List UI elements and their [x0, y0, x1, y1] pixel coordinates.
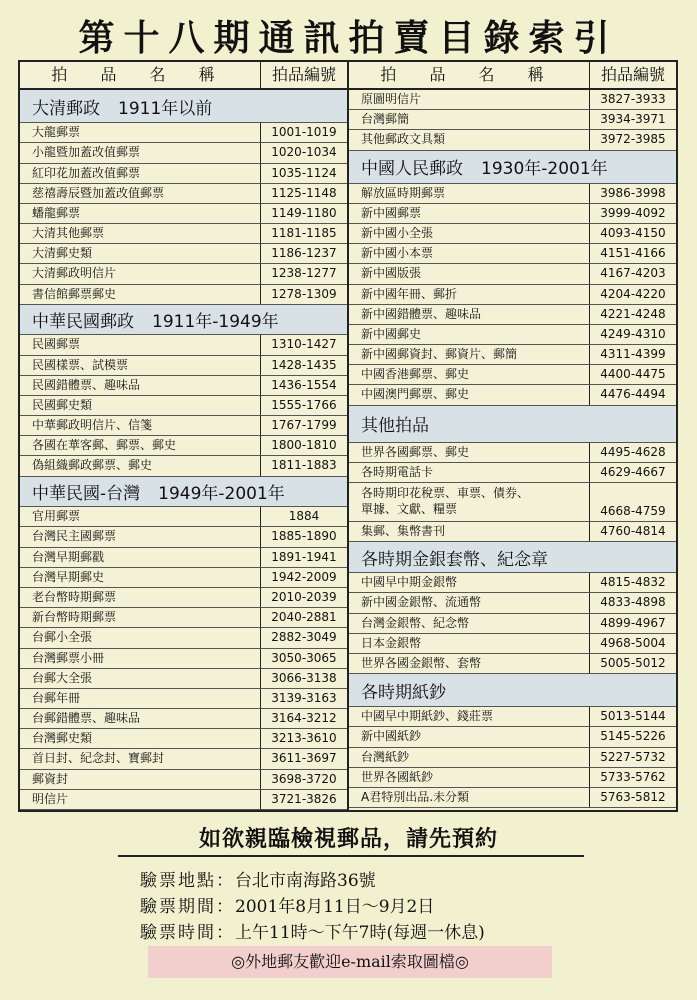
item-number: 3066-3138	[271, 670, 337, 685]
item-number: 1800-1810	[271, 438, 337, 453]
item-number: 4151-4166	[600, 246, 666, 261]
table-row	[20, 164, 347, 184]
item-number: 5005-5012	[600, 655, 666, 670]
section-name: 中華民國郵政	[32, 312, 134, 333]
item-number: 2010-2039	[271, 589, 337, 604]
item-name: 新台幣時期郵票	[20, 608, 261, 627]
item-name: 台灣早期郵戳	[20, 548, 261, 567]
appointment-heading: 如欲親臨檢視郵品，請先預約	[198, 827, 498, 852]
table-row	[20, 204, 347, 224]
item-number: 1125-1148	[271, 185, 337, 200]
table-row	[20, 507, 347, 527]
table-row	[20, 224, 347, 244]
item-name: 中國早中期紙鈔、錢莊票	[349, 707, 590, 726]
table-row	[20, 376, 347, 396]
item-number: 1891-1941	[271, 549, 337, 564]
item-name: 新中國紙鈔	[349, 727, 590, 746]
section-name: 其他拍品	[361, 416, 429, 437]
table-row	[20, 436, 347, 456]
item-number: 1884	[288, 509, 320, 524]
page-title: 第十八期通訊拍賣目錄索引	[78, 18, 619, 59]
table-row	[349, 443, 676, 463]
item-number: 3986-3998	[600, 185, 666, 200]
item-name: 書信館郵票郵史	[20, 285, 261, 304]
table-row	[20, 285, 347, 305]
item-name: 中國早中期金銀幣	[349, 573, 590, 592]
table-row	[349, 184, 676, 204]
inspection-period	[140, 892, 434, 917]
table-row	[20, 143, 347, 163]
section-name: 中國人民郵政	[361, 159, 463, 180]
item-number: 4476-4494	[600, 387, 666, 402]
item-number: 1001-1019	[271, 125, 337, 140]
item-name: 世界各國紙鈔	[349, 768, 590, 787]
item-number: 4093-4150	[600, 225, 666, 240]
table-row	[349, 110, 676, 130]
inspection-time	[140, 918, 485, 943]
item-name: 小龍暨加蓋改值郵票	[20, 143, 261, 162]
catalog-index-table	[18, 60, 678, 812]
table-row	[20, 770, 347, 790]
item-number: 1428-1435	[271, 357, 337, 372]
item-number: 3972-3985	[600, 132, 666, 147]
item-name: 新中國小本票	[349, 244, 590, 263]
table-row	[349, 707, 676, 727]
item-number: 3698-3720	[271, 771, 337, 786]
time-value: 上午11時～下午7時(每週一休息)	[235, 923, 485, 943]
section-range: 1911年以前	[118, 98, 213, 119]
table-row	[20, 335, 347, 355]
item-name: 各時期電話卡	[349, 463, 590, 482]
item-name: 新中國年冊、郵折	[349, 285, 590, 304]
item-number: 5733-5762	[600, 769, 666, 784]
item-name: 紅印花加蓋改值郵票	[20, 164, 261, 183]
right-column	[347, 62, 676, 810]
item-name: 新中國郵票	[349, 204, 590, 223]
item-name: 台灣金銀幣、紀念幣	[349, 614, 590, 633]
table-row	[20, 608, 347, 628]
table-row	[20, 649, 347, 669]
table-row	[349, 522, 676, 542]
item-name-line: 單據、文獻、糧票	[361, 502, 458, 516]
table-row	[20, 568, 347, 588]
section-range: 1949年-2001年	[158, 483, 285, 504]
item-name: 台灣郵史類	[20, 729, 261, 748]
item-number: 1767-1799	[271, 418, 337, 433]
item-number: 4167-4203	[600, 266, 666, 281]
item-number: 3827-3933	[600, 92, 666, 106]
table-row	[349, 264, 676, 284]
item-number: 4400-4475	[600, 367, 666, 382]
table-row	[20, 416, 347, 436]
item-name: 台郵大全張	[20, 669, 261, 688]
table-row	[349, 634, 676, 654]
item-name: 民國錯體票、趣味品	[20, 376, 261, 395]
item-name: 台灣民主國郵票	[20, 527, 261, 546]
table-row	[349, 90, 676, 110]
item-name: 明信片	[20, 790, 261, 809]
item-number: 4204-4220	[600, 286, 666, 301]
item-name: 新中國郵史	[349, 325, 590, 344]
period-value: 2001年8月11日～9月2日	[235, 897, 435, 917]
table-row	[349, 788, 676, 808]
item-number: 1436-1554	[271, 377, 337, 392]
item-number: 3164-3212	[271, 711, 337, 726]
item-name: A君特別出品.未分類	[349, 788, 590, 807]
section-name: 大清郵政	[32, 98, 100, 119]
location-value: 台北市南海路36號	[235, 871, 376, 891]
table-row	[20, 396, 347, 416]
table-row	[349, 593, 676, 613]
item-name: 其他郵政文具類	[349, 130, 590, 149]
table-row	[20, 790, 347, 810]
item-number: 3934-3971	[600, 112, 666, 127]
section-name: 中華民國-台灣	[32, 483, 141, 504]
table-row	[349, 224, 676, 244]
table-row	[20, 749, 347, 769]
item-number: 3721-3826	[271, 791, 337, 806]
table-row	[20, 709, 347, 729]
location-label: 驗票地點：	[140, 871, 235, 891]
table-row	[349, 204, 676, 224]
column-header	[349, 62, 676, 90]
item-name: 台灣郵簡	[349, 110, 590, 129]
column-filler	[349, 808, 676, 810]
item-number: 4668-4759	[600, 504, 666, 518]
section-header	[20, 477, 347, 508]
item-name: 民國郵票	[20, 335, 261, 354]
item-number: 4968-5004	[600, 635, 666, 650]
item-number: 1885-1890	[271, 529, 337, 544]
table-row	[20, 729, 347, 749]
item-name: 大清郵政明信片	[20, 264, 261, 283]
item-name: 中華郵政明信片、信箋	[20, 416, 261, 435]
item-number: 3999-4092	[600, 205, 666, 220]
table-row	[20, 628, 347, 648]
item-number: 1555-1766	[271, 397, 337, 412]
item-number: 3050-3065	[271, 650, 337, 665]
item-number: 1149-1180	[271, 205, 337, 220]
item-number: 2040-2881	[271, 610, 337, 625]
item-name: 新中國小全張	[349, 224, 590, 243]
item-name: 大清郵史類	[20, 244, 261, 263]
item-name	[349, 483, 590, 521]
divider	[118, 855, 584, 857]
item-name: 新中國郵資封、郵資片、郵簡	[349, 345, 590, 364]
item-name: 郵資封	[20, 770, 261, 789]
table-row	[20, 689, 347, 709]
table-row	[349, 285, 676, 305]
item-number: 3139-3163	[271, 690, 337, 705]
section-name: 各時期紙鈔	[361, 682, 446, 703]
item-number: 5145-5226	[600, 729, 666, 744]
item-number: 1278-1309	[271, 286, 337, 301]
item-number: 1238-1277	[271, 266, 337, 281]
item-name: 原圖明信片	[349, 90, 590, 109]
table-row	[349, 325, 676, 345]
item-name: 世界各國金銀幣、套幣	[349, 654, 590, 673]
table-row	[349, 654, 676, 674]
item-name: 大清其他郵票	[20, 224, 261, 243]
header-number: 拍品編號	[271, 65, 336, 84]
table-row	[349, 365, 676, 385]
time-label: 驗票時間：	[140, 923, 235, 943]
item-number: 1811-1883	[271, 458, 337, 473]
section-header	[20, 305, 347, 336]
table-row	[349, 483, 676, 522]
table-row	[20, 588, 347, 608]
item-number: 4311-4399	[600, 347, 666, 362]
item-name: 新中國金銀幣、流通幣	[349, 593, 590, 612]
item-number: 1035-1124	[271, 165, 337, 180]
item-name: 蟠龍郵票	[20, 204, 261, 223]
item-number: 4249-4310	[600, 326, 666, 341]
item-number: 1186-1237	[271, 246, 337, 261]
item-name: 官用郵票	[20, 507, 261, 526]
item-name: 新中國錯體票、趣味品	[349, 305, 590, 324]
table-row	[349, 345, 676, 365]
item-name: 解放區時期郵票	[349, 184, 590, 203]
item-name-line: 各時期印花稅票、車票、債券、	[361, 486, 530, 500]
item-name: 台郵年冊	[20, 689, 261, 708]
item-number: 4221-4248	[600, 306, 666, 321]
item-number: 1310-1427	[271, 337, 337, 352]
section-range: 1930年-2001年	[481, 159, 608, 180]
item-name: 台灣紙鈔	[349, 748, 590, 767]
table-row	[20, 548, 347, 568]
item-name: 台郵小全張	[20, 628, 261, 647]
item-name: 民國樣票、試模票	[20, 356, 261, 375]
item-name: 慈禧壽辰暨加蓋改值郵票	[20, 184, 261, 203]
table-row	[349, 305, 676, 325]
inspection-location	[140, 866, 376, 891]
item-name: 台灣早期郵史	[20, 568, 261, 587]
section-header	[349, 674, 676, 707]
item-name: 大龍郵票	[20, 123, 261, 142]
section-header	[349, 406, 676, 443]
item-number: 2882-3049	[271, 630, 337, 645]
item-name: 世界各國郵票、郵史	[349, 443, 590, 462]
item-name: 中國香港郵票、郵史	[349, 365, 590, 384]
item-name: 中國澳門郵票、郵史	[349, 385, 590, 404]
item-number: 4495-4628	[600, 444, 666, 459]
table-row	[20, 356, 347, 376]
item-name: 各國在華客郵、郵票、郵史	[20, 436, 261, 455]
table-row	[349, 727, 676, 747]
table-row	[20, 669, 347, 689]
header-name: 拍 品 名 稱	[349, 62, 590, 88]
section-name: 各時期金銀套幣、紀念章	[361, 549, 548, 570]
item-number: 1942-2009	[271, 569, 337, 584]
table-row	[20, 264, 347, 284]
column-header	[20, 62, 347, 90]
item-name: 台灣郵票小冊	[20, 649, 261, 668]
item-name: 台郵錯體票、趣味品	[20, 709, 261, 728]
item-number: 4629-4667	[600, 464, 666, 479]
table-row	[20, 184, 347, 204]
item-number: 3611-3697	[271, 751, 337, 766]
section-range: 1911年-1949年	[152, 312, 279, 333]
item-name: 老台幣時期郵票	[20, 588, 261, 607]
table-row	[349, 614, 676, 634]
item-name: 民國郵史類	[20, 396, 261, 415]
section-header	[349, 151, 676, 184]
table-row	[20, 527, 347, 547]
item-number: 5763-5812	[600, 789, 666, 804]
section-header	[20, 90, 347, 123]
table-row	[349, 244, 676, 264]
table-row	[20, 244, 347, 264]
table-row	[349, 130, 676, 150]
header-name: 拍 品 名 稱	[20, 62, 261, 88]
item-name: 集郵、集幣書刊	[349, 522, 590, 541]
item-number: 4899-4967	[600, 615, 666, 630]
item-name: 新中國版張	[349, 264, 590, 283]
item-number: 3213-3610	[271, 731, 337, 746]
item-number: 1181-1185	[271, 226, 337, 241]
item-number: 4815-4832	[600, 575, 666, 590]
table-row	[349, 768, 676, 788]
left-column	[20, 62, 347, 810]
item-name: 偽組織郵政郵票、郵史	[20, 456, 261, 475]
table-row	[349, 463, 676, 483]
item-number: 4760-4814	[600, 524, 666, 538]
table-row	[20, 456, 347, 476]
item-number: 5227-5732	[600, 749, 666, 764]
item-name: 首日封、紀念封、寶郵封	[20, 749, 261, 768]
email-note: ◎外地郵友歡迎e-mail索取圖檔◎	[148, 946, 552, 978]
table-row	[349, 748, 676, 768]
table-row	[349, 385, 676, 405]
item-number: 5013-5144	[600, 709, 666, 724]
item-number: 4833-4898	[600, 595, 666, 610]
table-row	[349, 573, 676, 593]
period-label: 驗票期間：	[140, 897, 235, 917]
item-name: 日本金銀幣	[349, 634, 590, 653]
header-number: 拍品編號	[600, 65, 665, 84]
section-header	[349, 542, 676, 573]
table-row	[20, 123, 347, 143]
item-number: 1020-1034	[271, 145, 337, 160]
